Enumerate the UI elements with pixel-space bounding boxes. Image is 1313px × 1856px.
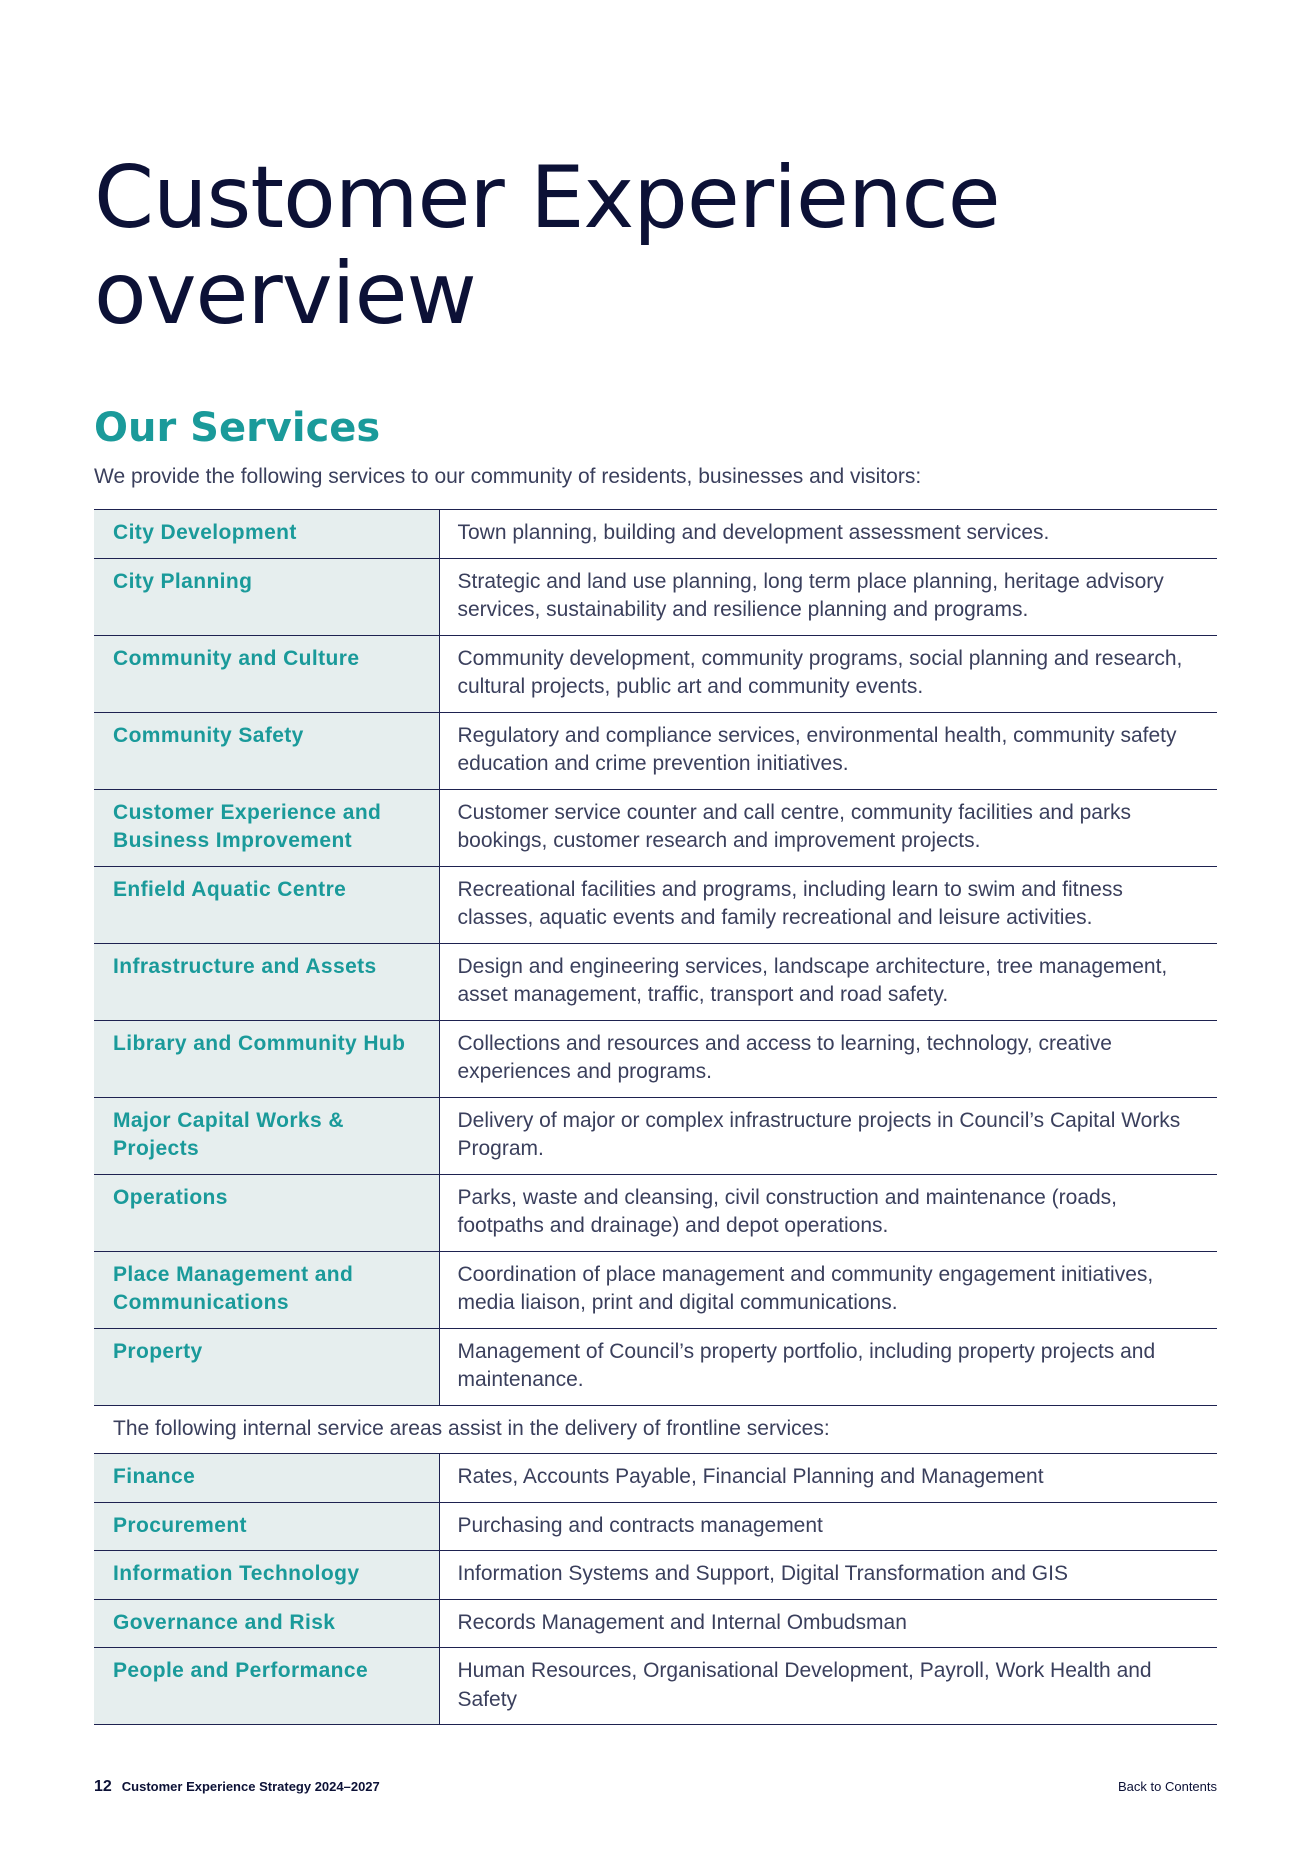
service-row — [94, 866, 1217, 943]
service-description: Regulatory and compliance services, environmental health, community safety education and crime prevention initiatives. — [439, 712, 1217, 789]
internal-service-row — [94, 1599, 1217, 1648]
service-row — [94, 1097, 1217, 1174]
page-number: 12 — [94, 1778, 112, 1795]
service-description: Customer service counter and call centre, community facilities and parks bookings, customer research and improvement projects. — [439, 789, 1217, 866]
service-row — [94, 510, 1217, 559]
service-description: Human Resources, Organisational Development, Payroll, Work Health and Safety — [439, 1648, 1217, 1725]
service-description: Community development, community programs, social planning and research, cultural projects, public art and community events. — [439, 635, 1217, 712]
service-description: Delivery of major or complex infrastructure projects in Council’s Capital Works Program. — [439, 1097, 1217, 1174]
service-row — [94, 1174, 1217, 1251]
service-row — [94, 635, 1217, 712]
service-name: Library and Community Hub — [94, 1020, 439, 1097]
service-description: Strategic and land use planning, long term place planning, heritage advisory services, sustainability and resilience planning and programs. — [439, 558, 1217, 635]
service-description: Recreational facilities and programs, including learn to swim and fitness classes, aquatic events and family recreational and leisure activities. — [439, 866, 1217, 943]
internal-services-note: The following internal service areas assist in the delivery of frontline services: — [94, 1405, 1217, 1454]
document-title: Customer Experience Strategy 2024–2027 — [121, 1779, 380, 1794]
service-name: City Development — [94, 510, 439, 559]
service-description: Design and engineering services, landscape architecture, tree management, asset management, traffic, transport and road safety. — [439, 943, 1217, 1020]
service-name: Place Management and Communications — [94, 1251, 439, 1328]
service-description: Collections and resources and access to learning, technology, creative experiences and programs. — [439, 1020, 1217, 1097]
service-row — [94, 1251, 1217, 1328]
service-name: Governance and Risk — [94, 1599, 439, 1648]
service-description: Management of Council’s property portfolio, including property projects and maintenance. — [439, 1328, 1217, 1405]
service-row — [94, 1020, 1217, 1097]
service-name: Procurement — [94, 1502, 439, 1551]
service-name: Property — [94, 1328, 439, 1405]
service-name: Enfield Aquatic Centre — [94, 866, 439, 943]
service-row — [94, 943, 1217, 1020]
service-description: Rates, Accounts Payable, Financial Planning and Management — [439, 1454, 1217, 1503]
service-row — [94, 789, 1217, 866]
internal-service-row — [94, 1551, 1217, 1600]
page-footer — [94, 1777, 1217, 1797]
service-name: Infrastructure and Assets — [94, 943, 439, 1020]
service-description: Town planning, building and development assessment services. — [439, 510, 1217, 559]
internal-service-row — [94, 1502, 1217, 1551]
service-name: Community Safety — [94, 712, 439, 789]
service-name: Community and Culture — [94, 635, 439, 712]
page-title-line-2: overview — [94, 244, 476, 344]
service-description: Information Systems and Support, Digital Transformation and GIS — [439, 1551, 1217, 1600]
page-title — [94, 150, 1244, 342]
service-name: Customer Experience and Business Improvement — [94, 789, 439, 866]
internal-services-note-row — [94, 1405, 1217, 1454]
service-name: People and Performance — [94, 1648, 439, 1725]
service-row — [94, 1328, 1217, 1405]
service-name: Finance — [94, 1454, 439, 1503]
service-name: Operations — [94, 1174, 439, 1251]
internal-service-row — [94, 1454, 1217, 1503]
internal-service-row — [94, 1648, 1217, 1725]
service-row — [94, 558, 1217, 635]
service-description: Coordination of place management and community engagement initiatives, media liaison, print and digital communications. — [439, 1251, 1217, 1328]
service-description: Parks, waste and cleansing, civil construction and maintenance (roads, footpaths and drainage) and depot operations. — [439, 1174, 1217, 1251]
section-heading: Our Services — [94, 405, 381, 451]
service-description: Records Management and Internal Ombudsman — [439, 1599, 1217, 1648]
back-to-contents-link[interactable]: Back to Contents — [1118, 1779, 1217, 1794]
service-name: Major Capital Works & Projects — [94, 1097, 439, 1174]
service-name: City Planning — [94, 558, 439, 635]
services-table — [94, 509, 1217, 1725]
service-description: Purchasing and contracts management — [439, 1502, 1217, 1551]
service-row — [94, 712, 1217, 789]
intro-text: We provide the following services to our community of residents, businesses and visitors: — [94, 465, 922, 488]
service-name: Information Technology — [94, 1551, 439, 1600]
page-title-line-1: Customer Experience — [94, 148, 1000, 248]
